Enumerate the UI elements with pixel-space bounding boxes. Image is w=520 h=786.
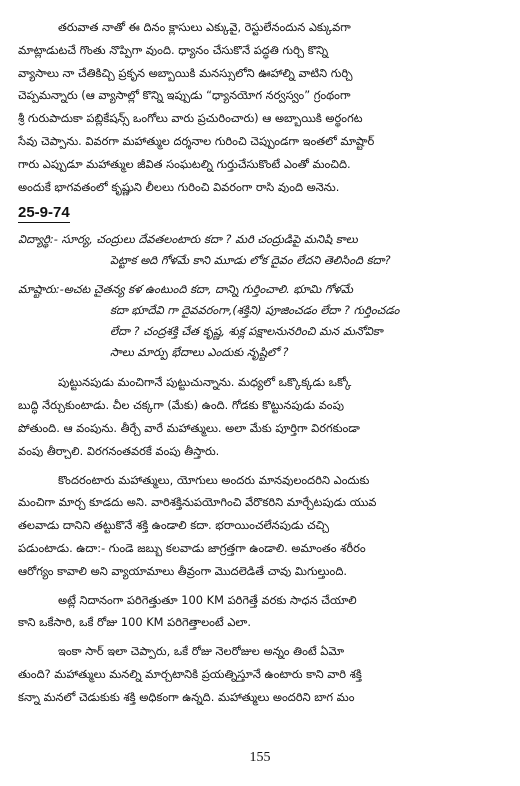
text-line: తరువాత నాతో ఈ దినం క్లాసులు ఎక్కువై, రెస్టులేనందున ఎక్కువగా (58, 20, 351, 34)
text-line: అందుకే భాగవతంలో కృష్ణుని లీలలు గురించి వివరంగా రాసి వుంది అనెను. (18, 179, 340, 194)
dialogue-text: అచట చైతన్య కళ ఉంటుంది కదా, దాన్ని గుర్తించాలి. భూమి గోళమే (63, 282, 353, 297)
text-line: సేవు చెప్పాను. వివరగా మహాత్ముల దర్శనాల గురించి చెప్పుండగా ఇంతలో మాష్టార్ (18, 133, 375, 148)
text-line: పడుంటాడు. ఉదా:- గుండె జబ్బు కలవాడు జాగ్రత్తగా ఉండాలి. అమాంతం శరీరం (18, 540, 366, 555)
speaker-label: మాష్టారు:- (18, 282, 64, 297)
dialogue-line (18, 229, 498, 250)
speaker-label: విద్యార్థి:- (18, 232, 58, 247)
text-line: గారు ఎప్పుడూ మహాత్ముల జీవిత సంఘటల్ని గుర్తుచేసుకొంటే ఎంతో మంచిది. (18, 156, 351, 171)
text-line: అట్లే నిదానంగా పరిగెత్తుతూ 100 KM పరిగెత్తే వరకు సాధన చేయాలి (58, 592, 357, 607)
text-line: పుట్టునపుడు మంచిగానే పుట్టుచున్నాను. మధ్యలో ఒక్కొక్కడు ఒక్కో (58, 375, 352, 390)
dialogue-line: సాలు మార్పు భేదాలు ఎందుకు నృష్టిలో ? (110, 345, 289, 360)
dialogue-line: లేదా ? చంద్రశక్తి చేత కృష్ణ, శుక్ల పక్షాలనునరించి మన మనోవికా (110, 324, 383, 339)
page-number: 155 (249, 750, 271, 765)
dialogue-line (18, 279, 498, 300)
text-line: మంచిగా మార్చ కూడదు అని. వారిశక్తినుపయోగించి వేరొకరిని మార్చేటపుడు యువ (18, 495, 377, 510)
text-line: వ్యాసాలు నా చేతికిచ్చి ప్రకృన అబ్బాయికి మనస్సులోని ఊహాల్ని వాటిని గుర్చి (18, 65, 353, 80)
text-line: చెప్పమన్నారు (ఆ వ్యాసాల్లో కొన్ని ఇప్పుడు “ధ్యానయోగ నర్వస్వం” గ్రంథంగా (18, 88, 351, 103)
text-line: బుద్ధి నేర్చుకుంటాడు. చీల చక్కగా (మేకు) ఉంది. గోడకు కొట్టునపుడు వంపు (18, 398, 344, 413)
dialogue-student (18, 229, 498, 271)
paragraph-nail-analogy (18, 371, 498, 462)
text-line: కాని ఒకేసారి, ఒకే రోజు 100 KM పరిగెత్తాలంటే ఎలా. (18, 615, 251, 630)
text-line: పోతుంది. ఆ వంపును. తీర్చే వారే మహాత్ములు. అలా మేకు పూర్తిగా విరగకుండా (18, 420, 360, 435)
date-heading-text: 25-9-74 (18, 204, 70, 222)
dialogue-text: సూర్య, చంద్రులు దేవతలంటారు కదా ? మరి చంద్రుడిపై మనిషి కాలు (61, 232, 358, 247)
dialogue-master (18, 279, 498, 363)
paragraph-running (18, 589, 498, 635)
text-line: తలవాడు దానిని తట్టుకొనే శక్తి ఉండాలి కదా. భరాయించలేనపుడు చచ్చి (18, 518, 329, 533)
text-line: కొందరంటారు మహాత్ములు, యోగులు అందరు మానవులందరిని ఎందుకు (58, 472, 370, 487)
date-heading (18, 204, 498, 221)
paragraph-mahatmas (18, 469, 498, 583)
text-line: ఇంకా సార్ ఇలా చెప్పారు, ఒకే రోజు నెలరోజుల అన్నం తింటే ఏమో (58, 644, 345, 659)
text-line: ఆరోగ్యం కావాలి అని వ్యాయామాలు తీవ్రంగా మొదలెడితే చావు మిగుల్తుంది. (18, 563, 347, 578)
text-line: శ్రీ గురుపాదుకా పబ్లికేషన్స్ ఒంగోలు వారు ప్రచురించారు) ఆ అబ్బాయికి అర్థంగట (18, 111, 363, 126)
text-line: తుంది? మహాత్ములు మనల్ని మార్చటానికి ప్రయత్నిస్తూనే ఉంటారు కాని వారి శక్తి (18, 666, 362, 681)
paragraph-eating (18, 640, 498, 708)
text-line: వంపు తీర్చాలి. విరగనంతవరకే వంపు తీస్తారు. (18, 443, 220, 458)
text-line: మాట్లాడుటచే గొంతు నొప్పిగా వుంది. ధ్యానం చేసుకొనే పద్ధతి గుర్చి కొన్ని (18, 42, 329, 57)
dialogue-line: కదా భూదేవి గా దైవవరంగా,(శక్తిని) పూజించడం లేదా ? గుర్తించడం (110, 303, 400, 318)
paragraph-intro (18, 16, 498, 198)
text-line: కన్నా మనలో చెడుకుకు శక్తి అధికంగా ఉన్నది. మహాత్ములు అందరిని బాగ మం (18, 689, 355, 704)
dialogue-line: పెట్టాక అది గోళమే కాని మూడు లోక దైవం లేదని తెలిసింది కదా? (110, 253, 391, 268)
